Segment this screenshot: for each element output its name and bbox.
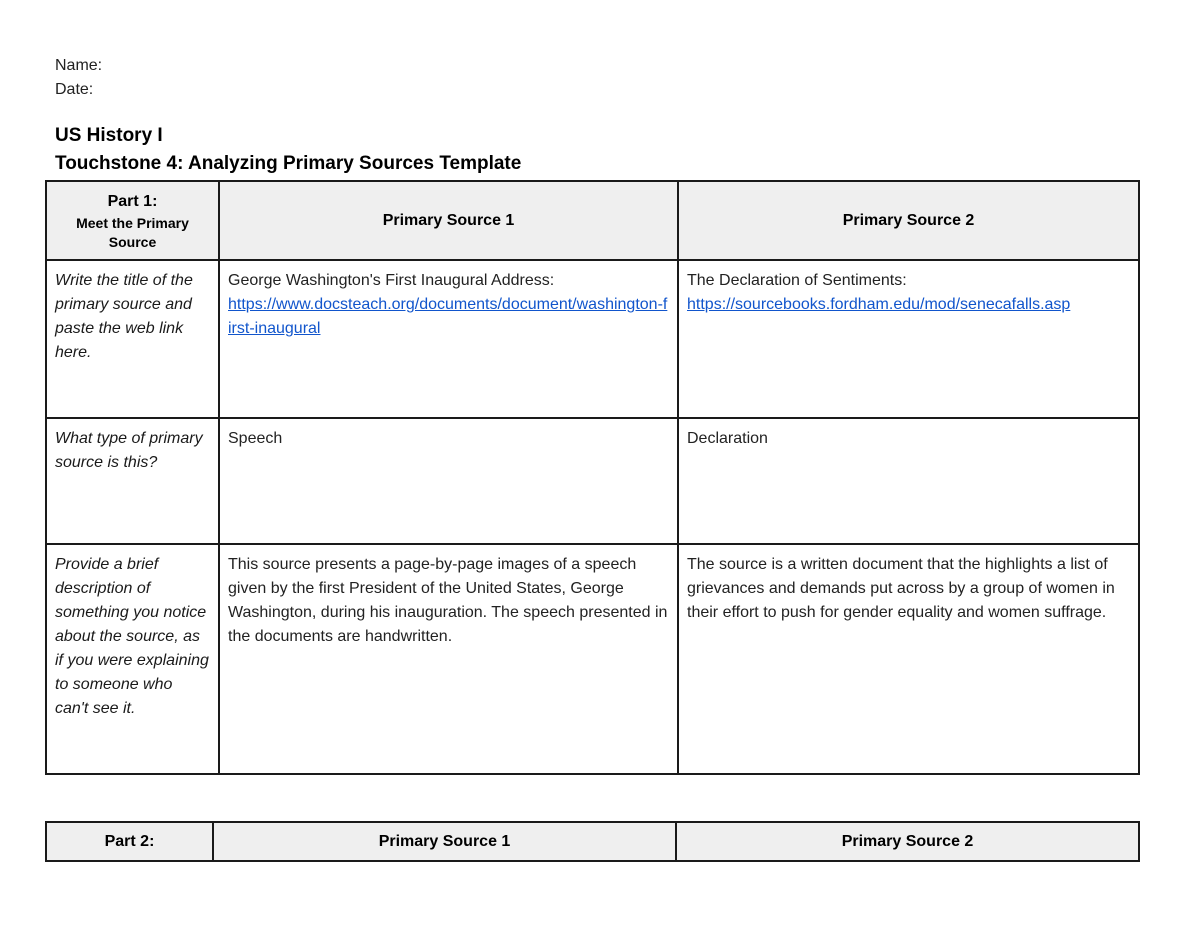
name-label: Name: [55, 57, 103, 74]
question-source-type: What type of primary source is this? [46, 418, 219, 544]
part1-header-cell [46, 181, 219, 260]
course-title: US History I [55, 125, 163, 146]
source2-description: The source is a written document that the highlights a list of grievances and demands put across by a group of women in their effort to push for gender equality and women suffrage. [678, 544, 1139, 774]
table-row [46, 260, 1139, 418]
table-row [46, 544, 1139, 774]
part1-col-source1: Primary Source 1 [219, 181, 678, 260]
date-label: Date: [55, 81, 94, 98]
source1-link[interactable]: https://www.docsteach.org/documents/document/washington-first-inaugural [228, 296, 668, 337]
part2-header-row [46, 822, 1139, 861]
table-row [46, 418, 1139, 544]
part1-header-row [46, 181, 1139, 260]
source2-link[interactable]: https://sourcebooks.fordham.edu/mod/senecafalls.asp [687, 296, 1071, 313]
part1-sublabel: Meet the Primary Source [76, 214, 189, 250]
part2-col-source1: Primary Source 1 [213, 822, 676, 861]
source1-title: George Washington's First Inaugural Address: [228, 272, 555, 289]
source2-type: Declaration [678, 418, 1139, 544]
part1-table [45, 180, 1140, 775]
part2-label: Part 2: [46, 822, 213, 861]
source1-type: Speech [219, 418, 678, 544]
part1-label: Part 1: [107, 192, 158, 210]
source1-description: This source presents a page-by-page images of a speech given by the first President of the United States, George Washington, during his inauguration. The speech presented in the documents are handwritten. [219, 544, 678, 774]
question-title-link: Write the title of the primary source and paste the web link here. [46, 260, 219, 418]
source1-title-cell [219, 260, 678, 418]
source2-title-cell [678, 260, 1139, 418]
part2-col-source2: Primary Source 2 [676, 822, 1139, 861]
part2-table [45, 821, 1140, 862]
part1-col-source2: Primary Source 2 [678, 181, 1139, 260]
question-description: Provide a brief description of something you notice about the source, as if you were explaining to someone who can't see it. [46, 544, 219, 774]
document-title: Touchstone 4: Analyzing Primary Sources Template [55, 153, 522, 174]
source2-title: The Declaration of Sentiments: [687, 272, 907, 289]
